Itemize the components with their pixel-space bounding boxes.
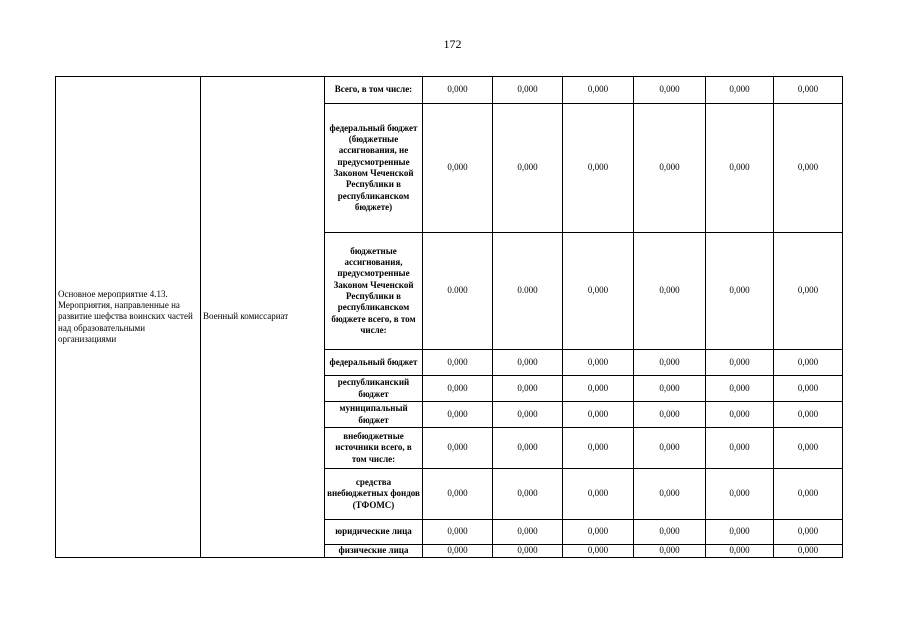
amount-cell: 0,000 bbox=[563, 428, 634, 469]
amount-cell: 0,000 bbox=[423, 77, 493, 104]
amount-cell: 0,000 bbox=[423, 545, 493, 558]
amount-cell: 0,000 bbox=[493, 77, 563, 104]
amount-cell: 0,000 bbox=[423, 104, 493, 233]
amount-cell: 0.000 bbox=[493, 233, 563, 350]
amount-cell: 0,000 bbox=[563, 350, 634, 376]
amount-cell: 0,000 bbox=[634, 402, 706, 428]
amount-cell: 0,000 bbox=[706, 402, 774, 428]
amount-cell: 0,000 bbox=[493, 428, 563, 469]
amount-cell: 0,000 bbox=[634, 545, 706, 558]
amount-cell: 0,000 bbox=[774, 376, 843, 402]
amount-cell: 0,000 bbox=[493, 469, 563, 520]
table-row bbox=[56, 77, 843, 104]
amount-cell: 0,000 bbox=[774, 520, 843, 545]
funding-source: средства внебюджетных фондов (ТФОМС) bbox=[325, 469, 423, 520]
amount-cell: 0,000 bbox=[423, 428, 493, 469]
funding-source: Всего, в том числе: bbox=[325, 77, 423, 104]
amount-cell: 0,000 bbox=[706, 545, 774, 558]
amount-cell: 0,000 bbox=[493, 545, 563, 558]
amount-cell: 0,000 bbox=[493, 520, 563, 545]
amount-cell: 0,000 bbox=[634, 233, 706, 350]
amount-cell: 0,000 bbox=[706, 104, 774, 233]
amount-cell: 0,000 bbox=[706, 376, 774, 402]
page-number: 172 bbox=[443, 37, 462, 51]
amount-cell: 0,000 bbox=[774, 104, 843, 233]
funding-source: федеральный бюджет bbox=[325, 350, 423, 376]
amount-cell: 0,000 bbox=[774, 545, 843, 558]
amount-cell: 0,000 bbox=[563, 469, 634, 520]
funding-source: муниципальный бюджет bbox=[325, 402, 423, 428]
amount-cell: 0,000 bbox=[423, 402, 493, 428]
amount-cell: 0,000 bbox=[774, 469, 843, 520]
amount-cell: 0,000 bbox=[634, 350, 706, 376]
funding-source: юридические лица bbox=[325, 520, 423, 545]
amount-cell: 0,000 bbox=[706, 350, 774, 376]
amount-cell: 0,000 bbox=[423, 520, 493, 545]
amount-cell: 0,000 bbox=[774, 402, 843, 428]
amount-cell: 0,000 bbox=[493, 376, 563, 402]
amount-cell: 0,000 bbox=[706, 520, 774, 545]
amount-cell: 0,000 bbox=[774, 77, 843, 104]
amount-cell: 0,000 bbox=[774, 233, 843, 350]
amount-cell: 0,000 bbox=[634, 376, 706, 402]
amount-cell: 0,000 bbox=[563, 233, 634, 350]
amount-cell: 0,000 bbox=[423, 469, 493, 520]
measure-name: Основное мероприятие 4.13. Мероприятия, направленные на развитие шефства воинских частей над образовательными организациями bbox=[56, 77, 201, 558]
amount-cell: 0,000 bbox=[706, 233, 774, 350]
amount-cell: 0,000 bbox=[706, 77, 774, 104]
amount-cell: 0,000 bbox=[634, 469, 706, 520]
budget-table bbox=[55, 76, 843, 558]
funding-source: физические лица bbox=[325, 545, 423, 558]
amount-cell: 0,000 bbox=[493, 104, 563, 233]
amount-cell: 0,000 bbox=[634, 104, 706, 233]
amount-cell: 0,000 bbox=[563, 376, 634, 402]
funding-source: бюджетные ассигнования, предусмотренные Законом Чеченской Республики в республиканском бюджете всего, в том числе: bbox=[325, 233, 423, 350]
amount-cell: 0,000 bbox=[423, 376, 493, 402]
amount-cell: 0,000 bbox=[634, 77, 706, 104]
funding-source: внебюджетные источники всего, в том числе: bbox=[325, 428, 423, 469]
amount-cell: 0,000 bbox=[706, 469, 774, 520]
amount-cell: 0.000 bbox=[423, 233, 493, 350]
amount-cell: 0,000 bbox=[563, 77, 634, 104]
funding-source: республиканский бюджет bbox=[325, 376, 423, 402]
amount-cell: 0,000 bbox=[563, 402, 634, 428]
amount-cell: 0,000 bbox=[493, 350, 563, 376]
amount-cell: 0,000 bbox=[493, 402, 563, 428]
amount-cell: 0,000 bbox=[774, 428, 843, 469]
amount-cell: 0,000 bbox=[563, 520, 634, 545]
executor-name: Военный комиссариат bbox=[201, 77, 325, 558]
amount-cell: 0,000 bbox=[634, 428, 706, 469]
funding-source: федеральный бюджет (бюджетные ассигнования, не предусмотренные Законом Чеченской Республики в республиканском бюджете) bbox=[325, 104, 423, 233]
amount-cell: 0,000 bbox=[423, 350, 493, 376]
amount-cell: 0,000 bbox=[774, 350, 843, 376]
amount-cell: 0,000 bbox=[706, 428, 774, 469]
amount-cell: 0,000 bbox=[634, 520, 706, 545]
amount-cell: 0,000 bbox=[563, 545, 634, 558]
amount-cell: 0,000 bbox=[563, 104, 634, 233]
